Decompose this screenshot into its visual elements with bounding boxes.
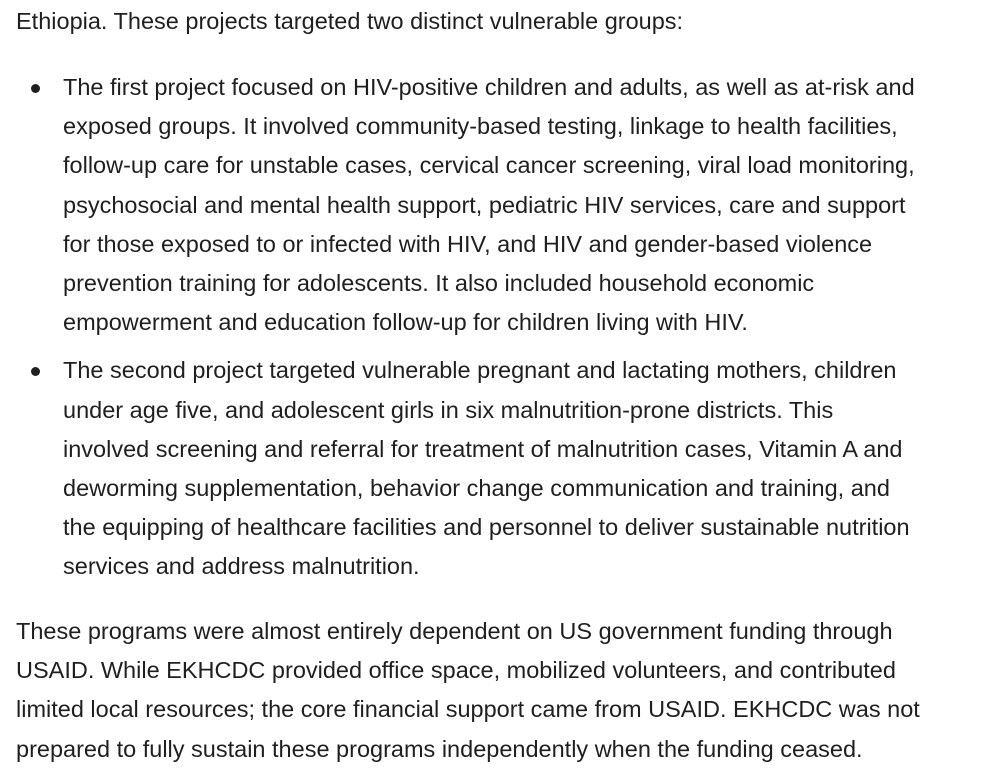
paragraph-line: psychosocial and mental health support, pediatric HIV services, care and support [63, 191, 906, 218]
paragraph-line: involved screening and referral for treatment of malnutrition cases, Vitamin A and [63, 435, 903, 462]
paragraph-line: Ethiopia. These projects targeted two distinct vulnerable groups: [16, 8, 684, 34]
list-item-second-project [16, 351, 986, 586]
paragraph-line: limited local resources; the core financial support came from USAID. EKHCDC was not [16, 696, 920, 723]
paragraph-line: under age five, and adolescent girls in six malnutrition-prone districts. This [63, 396, 834, 423]
closing-paragraph [16, 612, 920, 769]
paragraph-line: services and address malnutrition. [63, 553, 420, 580]
paragraph-line: follow-up care for unstable cases, cervical cancer screening, viral load monitoring, [63, 152, 915, 179]
paragraph-line: The first project focused on HIV-positive children and adults, as well as at-risk and [63, 74, 915, 100]
paragraph-line: The second project targeted vulnerable pregnant and lactating mothers, children [63, 357, 897, 384]
paragraph-line: USAID. While EKHCDC provided office space, mobilized volunteers, and contributed [16, 657, 896, 684]
paragraph-line: prepared to fully sustain these programs independently when the funding ceased. [16, 735, 863, 762]
bullet-icon [31, 84, 40, 93]
list-item-first-project [16, 68, 986, 342]
intro-paragraph [16, 2, 683, 41]
paragraph-line: the equipping of healthcare facilities and personnel to deliver sustainable nutrition [63, 514, 910, 541]
paragraph-line: empowerment and education follow-up for children living with HIV. [63, 309, 748, 336]
project-list [16, 68, 986, 586]
paragraph-line: for those exposed to or infected with HIV, and HIV and gender-based violence [63, 230, 873, 257]
paragraph-line: exposed groups. It involved community-based testing, linkage to health facilities, [63, 113, 898, 140]
paragraph-line: deworming supplementation, behavior change communication and training, and [63, 474, 890, 501]
paragraph-line: prevention training for adolescents. It also included household economic [63, 269, 815, 296]
paragraph-line: These programs were almost entirely dependent on US government funding through [16, 618, 893, 644]
bullet-icon [31, 367, 40, 376]
